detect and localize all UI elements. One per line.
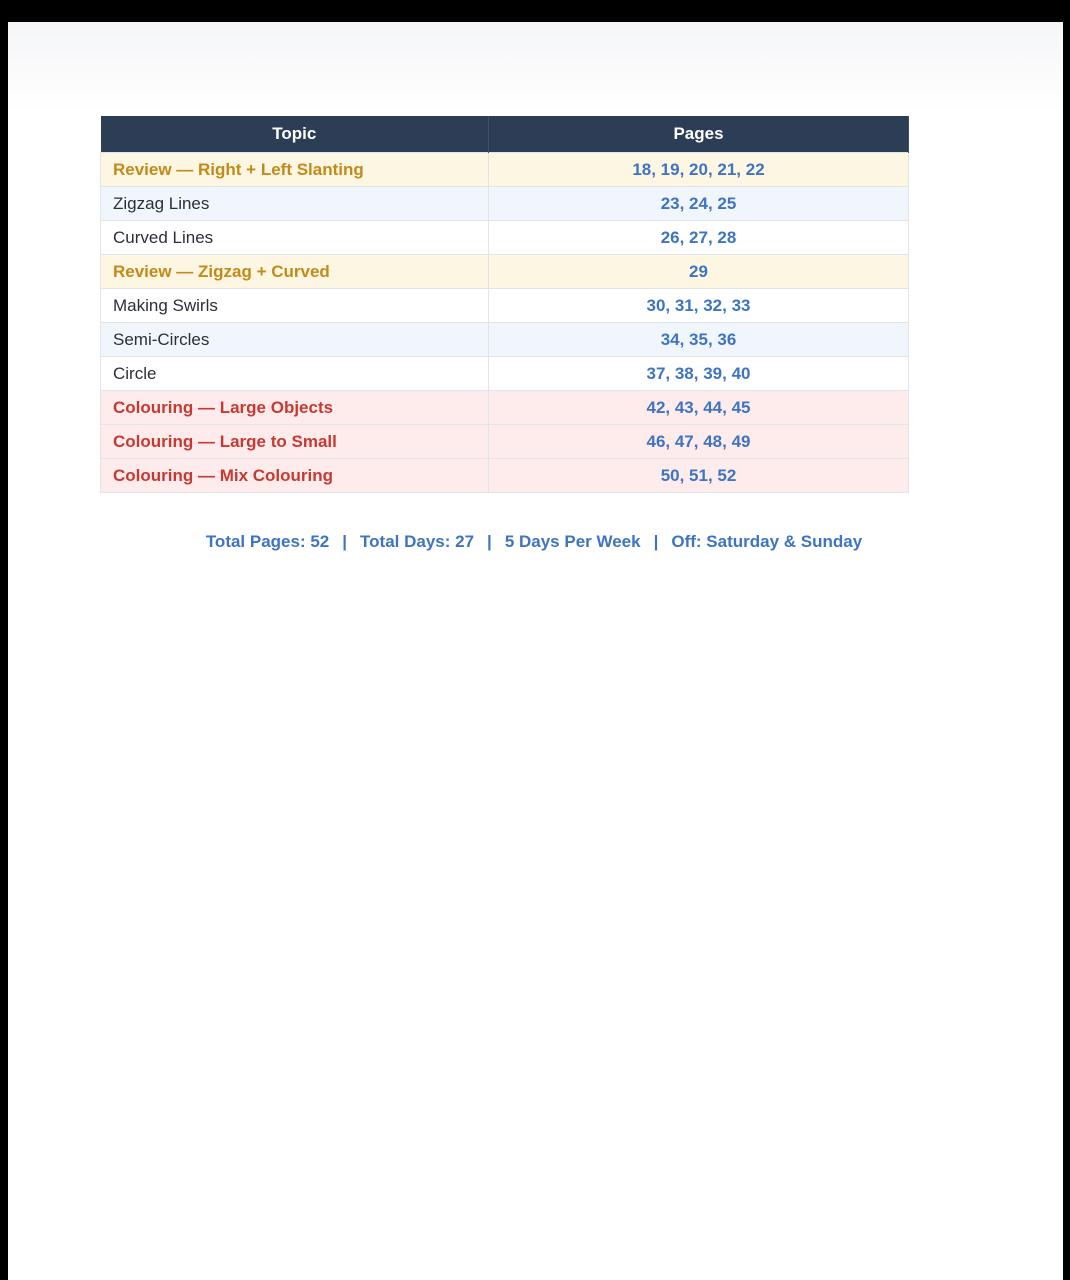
summary-separator: |	[653, 532, 659, 551]
topic-cell: Colouring — Large to Small	[101, 425, 489, 459]
summary-line	[100, 532, 968, 552]
schedule-table	[100, 116, 909, 493]
topic-cell: Review — Right + Left Slanting	[101, 153, 489, 187]
table-row	[101, 391, 909, 425]
summary-separator: |	[342, 532, 348, 551]
table-row	[101, 153, 909, 187]
pages-cell: 46, 47, 48, 49	[489, 425, 909, 459]
table-row	[101, 221, 909, 255]
topic-cell: Colouring — Mix Colouring	[101, 459, 489, 493]
table-row	[101, 323, 909, 357]
pages-cell: 29	[489, 255, 909, 289]
topic-cell: Circle	[101, 357, 489, 391]
table-row	[101, 187, 909, 221]
pages-cell: 23, 24, 25	[489, 187, 909, 221]
table-header-row	[101, 116, 909, 153]
pages-cell: 30, 31, 32, 33	[489, 289, 909, 323]
topic-cell: Semi-Circles	[101, 323, 489, 357]
topic-cell: Colouring — Large Objects	[101, 391, 489, 425]
topic-column-header: Topic	[101, 116, 489, 153]
pages-cell: 50, 51, 52	[489, 459, 909, 493]
topic-cell: Making Swirls	[101, 289, 489, 323]
total-pages-text: Total Pages: 52	[205, 532, 330, 551]
pages-column-header: Pages	[489, 116, 909, 153]
off-days-text: Off: Saturday & Sunday	[671, 532, 863, 551]
table-row	[101, 357, 909, 391]
total-days-text: Total Days: 27	[360, 532, 475, 551]
pages-cell: 26, 27, 28	[489, 221, 909, 255]
topic-cell: Review — Zigzag + Curved	[101, 255, 489, 289]
topic-cell: Curved Lines	[101, 221, 489, 255]
table-row	[101, 289, 909, 323]
pages-cell: 18, 19, 20, 21, 22	[489, 153, 909, 187]
page-top-shade	[8, 22, 1063, 112]
days-per-week-text: 5 Days Per Week	[504, 532, 641, 551]
summary-separator: |	[487, 532, 492, 551]
pages-cell: 34, 35, 36	[489, 323, 909, 357]
topic-cell: Zigzag Lines	[101, 187, 489, 221]
table-row	[101, 255, 909, 289]
pages-cell: 37, 38, 39, 40	[489, 357, 909, 391]
document-page	[8, 22, 1063, 1280]
pages-cell: 42, 43, 44, 45	[489, 391, 909, 425]
table-row	[101, 459, 909, 493]
table-row	[101, 425, 909, 459]
